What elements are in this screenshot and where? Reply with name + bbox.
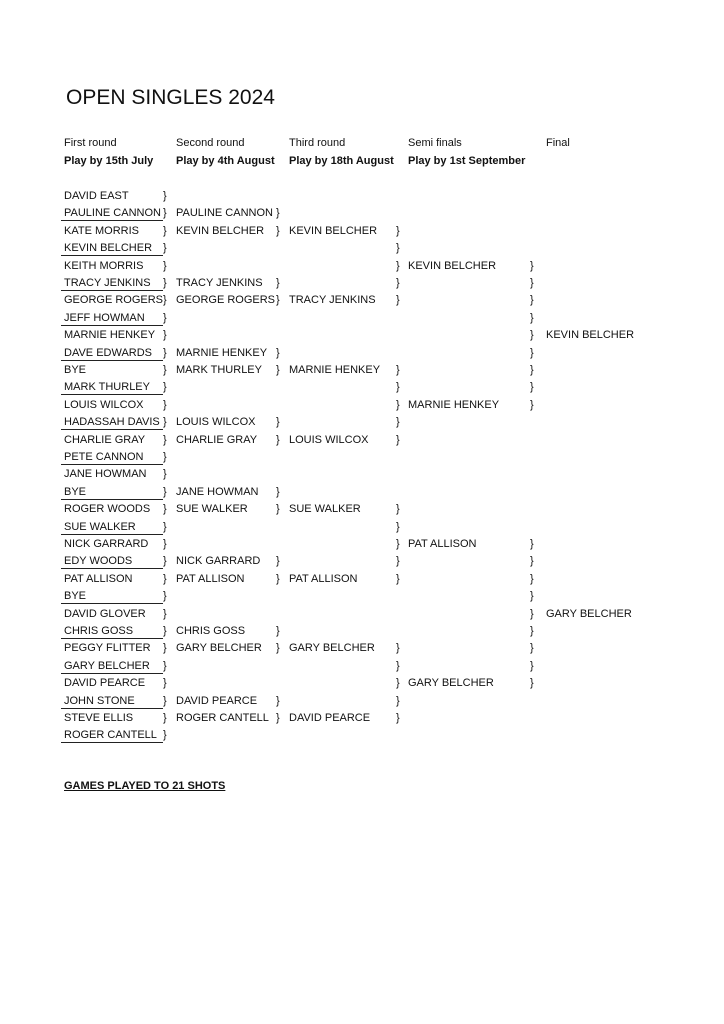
bracket-brace: }	[276, 294, 280, 307]
bracket-brace: }	[396, 381, 400, 394]
pair-underline	[61, 255, 163, 256]
pair-underline	[61, 742, 163, 743]
bracket-brace: }	[276, 224, 280, 237]
bracket-brace: }	[163, 224, 167, 237]
page-title: OPEN SINGLES 2024	[66, 86, 275, 109]
first-round-player: KATE MORRIS	[64, 224, 139, 237]
bracket-brace: }	[276, 694, 280, 707]
pair-underline	[61, 325, 163, 326]
bracket-brace: }	[396, 433, 400, 446]
pair-underline	[61, 220, 163, 221]
first-round-player: JOHN STONE	[64, 694, 135, 707]
first-round-player: MARK THURLEY	[64, 381, 150, 394]
bracket-brace: }	[276, 555, 280, 568]
first-round-player: GEORGE ROGERS	[64, 294, 164, 307]
round-deadline-semi: Play by 1st September	[408, 155, 526, 167]
first-round-player: ROGER CANTELL	[64, 729, 157, 742]
bracket-brace: }	[396, 398, 400, 411]
bracket-brace: }	[163, 207, 167, 220]
first-round-player: EDY WOODS	[64, 555, 133, 568]
round-header-semi: Semi finals	[408, 137, 462, 149]
bracket-brace: }	[163, 329, 167, 342]
first-round-player: ROGER WOODS	[64, 503, 151, 516]
first-round-player: JEFF HOWMAN	[64, 311, 145, 324]
bracket-brace: }	[163, 503, 167, 516]
bracket-brace: }	[530, 259, 534, 272]
bracket-brace: }	[530, 294, 534, 307]
first-round-player: STEVE ELLIS	[64, 712, 134, 724]
bracket-brace: }	[530, 381, 534, 394]
bracket-brace: }	[163, 642, 167, 655]
bracket-brace: }	[163, 416, 167, 429]
pair-underline	[61, 708, 163, 709]
bracket-brace: }	[396, 520, 400, 533]
round-header-second: Second round	[176, 137, 245, 149]
bracket-brace: }	[396, 259, 400, 272]
bracket-brace: }	[276, 625, 280, 637]
bracket-brace: }	[276, 277, 280, 289]
bracket-brace: }	[163, 311, 167, 324]
pair-underline	[61, 394, 163, 395]
bracket-brace: }	[163, 485, 167, 498]
round-deadline-second: Play by 4th August	[176, 155, 275, 167]
first-round-player: PEGGY FLITTER	[64, 642, 151, 655]
bracket-brace: }	[396, 294, 400, 307]
final-player: GARY BELCHER	[546, 607, 632, 620]
second-round-player: CHRIS GOSS	[176, 625, 246, 637]
bracket-brace: }	[396, 242, 400, 255]
bracket-brace: }	[530, 555, 534, 568]
bracket-brace: }	[163, 451, 167, 463]
bracket-brace: }	[163, 677, 167, 690]
first-round-player: DAVID GLOVER	[64, 607, 146, 620]
first-round-player: MARNIE HENKEY	[64, 329, 156, 342]
second-round-player: MARK THURLEY	[176, 364, 262, 376]
bracket-brace: }	[530, 642, 534, 655]
second-round-player: PAULINE CANNON	[176, 207, 273, 220]
first-round-player: PAULINE CANNON	[64, 207, 161, 220]
bracket-brace: }	[530, 277, 534, 289]
bracket-brace: }	[276, 485, 280, 498]
bracket-brace: }	[530, 398, 534, 411]
second-round-player: PAT ALLISON	[176, 572, 245, 585]
third-round-player: KEVIN BELCHER	[289, 224, 378, 237]
second-round-player: SUE WALKER	[176, 503, 248, 516]
bracket-brace: }	[163, 277, 167, 289]
bracket-brace: }	[163, 381, 167, 394]
pair-underline	[61, 673, 163, 674]
bracket-brace: }	[276, 572, 280, 585]
third-round-player: PAT ALLISON	[289, 572, 358, 585]
semi-final-player: GARY BELCHER	[408, 677, 494, 690]
bracket-brace: }	[163, 607, 167, 620]
bracket-brace: }	[530, 659, 534, 672]
bracket-brace: }	[163, 364, 167, 376]
bracket-brace: }	[276, 416, 280, 429]
bracket-brace: }	[163, 659, 167, 672]
pair-underline	[61, 534, 163, 535]
second-round-player: KEVIN BELCHER	[176, 224, 265, 237]
bracket-brace: }	[530, 311, 534, 324]
bracket-brace: }	[396, 364, 400, 376]
bracket-brace: }	[530, 590, 534, 603]
bracket-brace: }	[163, 590, 167, 603]
first-round-player: DAVID PEARCE	[64, 677, 146, 690]
first-round-player: GARY BELCHER	[64, 659, 150, 672]
second-round-player: DAVID PEARCE	[176, 694, 258, 707]
semi-final-player: MARNIE HENKEY	[408, 398, 500, 411]
first-round-player: JANE HOWMAN	[64, 468, 147, 481]
bracket-brace: }	[530, 329, 534, 342]
first-round-player: DAVID EAST	[64, 190, 129, 202]
footer-note: GAMES PLAYED TO 21 SHOTS	[64, 780, 226, 792]
pair-underline	[61, 290, 163, 291]
pair-underline	[61, 360, 163, 361]
first-round-player: HADASSAH DAVIS	[64, 416, 160, 429]
bracket-brace: }	[163, 572, 167, 585]
third-round-player: LOUIS WILCOX	[289, 433, 369, 446]
bracket-brace: }	[276, 364, 280, 376]
first-round-player: KEITH MORRIS	[64, 259, 144, 272]
bracket-brace: }	[163, 729, 167, 742]
bracket-brace: }	[163, 694, 167, 707]
semi-final-player: PAT ALLISON	[408, 538, 477, 550]
pair-underline	[61, 499, 163, 500]
bracket-brace: }	[276, 346, 280, 359]
bracket-brace: }	[396, 712, 400, 724]
third-round-player: MARNIE HENKEY	[289, 364, 381, 376]
second-round-player: CHARLIE GRAY	[176, 433, 258, 446]
bracket-brace: }	[276, 642, 280, 655]
bracket-brace: }	[276, 433, 280, 446]
first-round-player: PETE CANNON	[64, 451, 144, 463]
third-round-player: GARY BELCHER	[289, 642, 375, 655]
bracket-brace: }	[396, 538, 400, 550]
bracket-brace: }	[163, 555, 167, 568]
second-round-player: TRACY JENKINS	[176, 277, 263, 289]
round-deadline-third: Play by 18th August	[289, 155, 394, 167]
pair-underline	[61, 638, 163, 639]
bracket-brace: }	[163, 398, 167, 411]
bracket-brace: }	[530, 572, 534, 585]
first-round-player: CHARLIE GRAY	[64, 433, 146, 446]
bracket-brace: }	[276, 712, 280, 724]
bracket-brace: }	[163, 294, 167, 307]
bracket-brace: }	[163, 242, 167, 255]
third-round-player: SUE WALKER	[289, 503, 361, 516]
bracket-brace: }	[530, 346, 534, 359]
bracket-brace: }	[396, 677, 400, 690]
first-round-player: LOUIS WILCOX	[64, 398, 144, 411]
bracket-brace: }	[163, 625, 167, 637]
bracket-brace: }	[396, 503, 400, 516]
first-round-player: NICK GARRARD	[64, 538, 149, 550]
second-round-player: LOUIS WILCOX	[176, 416, 256, 429]
pair-underline	[61, 603, 163, 604]
bracket-brace: }	[530, 538, 534, 550]
bracket-brace: }	[163, 468, 167, 481]
bracket-brace: }	[163, 520, 167, 533]
bracket-brace: }	[163, 259, 167, 272]
first-round-player: TRACY JENKINS	[64, 277, 151, 289]
first-round-player: BYE	[64, 485, 87, 498]
round-header-third: Third round	[289, 137, 346, 149]
third-round-player: DAVID PEARCE	[289, 712, 371, 724]
semi-final-player: KEVIN BELCHER	[408, 259, 497, 272]
bracket-brace: }	[163, 190, 167, 202]
third-round-player: TRACY JENKINS	[289, 294, 376, 307]
first-round-player: KEVIN BELCHER	[64, 242, 153, 255]
bracket-brace: }	[163, 433, 167, 446]
first-round-player: PAT ALLISON	[64, 572, 133, 585]
first-round-player: BYE	[64, 364, 87, 376]
first-round-player: DAVE EDWARDS	[64, 346, 153, 359]
bracket-brace: }	[530, 364, 534, 376]
bracket-brace: }	[163, 538, 167, 550]
bracket-brace: }	[396, 555, 400, 568]
round-header-first: First round	[64, 137, 117, 149]
pair-underline	[61, 429, 163, 430]
final-player: KEVIN BELCHER	[546, 329, 635, 342]
bracket-brace: }	[396, 694, 400, 707]
second-round-player: ROGER CANTELL	[176, 712, 269, 724]
bracket-brace: }	[163, 712, 167, 724]
bracket-brace: }	[396, 277, 400, 289]
first-round-player: SUE WALKER	[64, 520, 136, 533]
pair-underline	[61, 464, 163, 465]
bracket-brace: }	[530, 607, 534, 620]
pair-underline	[61, 568, 163, 569]
second-round-player: JANE HOWMAN	[176, 485, 259, 498]
second-round-player: GARY BELCHER	[176, 642, 262, 655]
bracket-brace: }	[163, 346, 167, 359]
first-round-player: BYE	[64, 590, 87, 603]
bracket-brace: }	[396, 572, 400, 585]
bracket-brace: }	[396, 416, 400, 429]
round-deadline-first: Play by 15th July	[64, 155, 154, 167]
bracket-brace: }	[396, 224, 400, 237]
second-round-player: MARNIE HENKEY	[176, 346, 268, 359]
round-header-final: Final	[546, 137, 570, 149]
bracket-brace: }	[396, 642, 400, 655]
bracket-brace: }	[276, 503, 280, 516]
second-round-player: NICK GARRARD	[176, 555, 261, 568]
bracket-brace: }	[276, 207, 280, 220]
bracket-brace: }	[396, 659, 400, 672]
first-round-player: CHRIS GOSS	[64, 625, 134, 637]
bracket-brace: }	[530, 677, 534, 690]
second-round-player: GEORGE ROGERS	[176, 294, 276, 307]
bracket-brace: }	[530, 625, 534, 637]
